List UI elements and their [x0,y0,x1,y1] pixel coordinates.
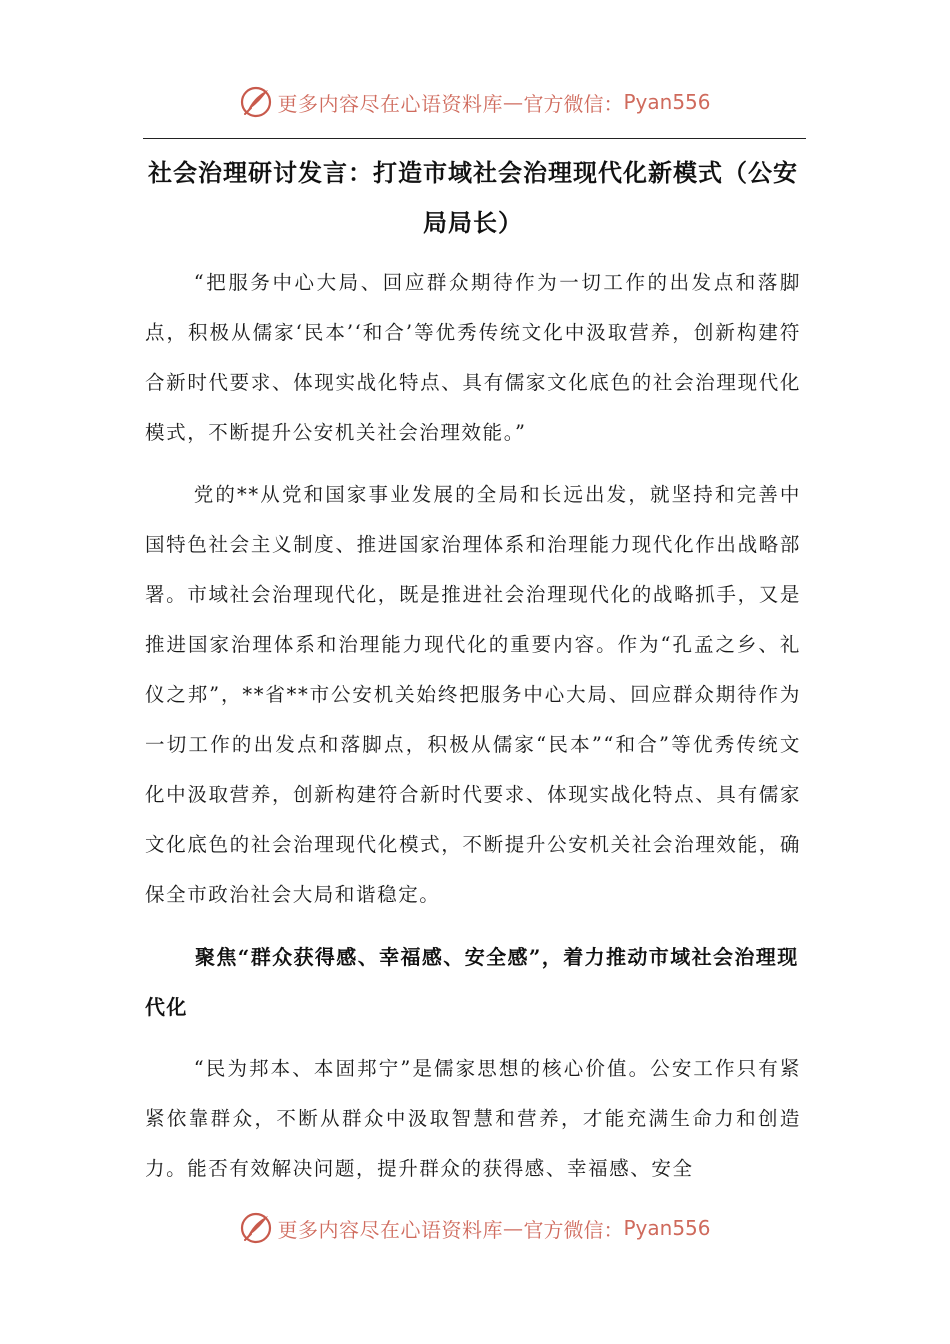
banner-wechat-label: 官方微信： [523,91,624,116]
banner-brand-text: 更多内容尽在心语资料库 [277,91,503,116]
footer-dash: — [502,1216,524,1240]
section-heading: 聚焦“群众获得感、幸福感、安全感”，着力推动市域社会治理现代化 [145,945,799,1019]
quill-logo-icon [239,85,273,119]
document-title: 社会治理研讨发言：打造市域社会治理现代化新模式（公安局局长） [148,158,798,237]
footer-wechat-id: Pyan556 [623,1216,711,1240]
paragraph-quote: “把服务中心大局、回应群众期待作为一切工作的出发点和落脚点，积极从儒家‘民本’‘和合’等优秀传统文化中汲取营养，创新构建符合新时代要求、体现实战化特点、具有儒家文化底色的社会治理现代化模式，不断提升公安机关社会治理效能。” [145,271,801,444]
header-divider [143,138,806,139]
footer-banner [0,1206,950,1250]
footer-brand-text: 更多内容尽在心语资料库 [277,1217,503,1242]
header-banner [0,80,950,124]
quill-logo-icon [239,1211,273,1245]
footer-wechat-label: 官方微信： [523,1217,624,1242]
paragraph-section: “民为邦本、本固邦宁”是儒家思想的核心价值。公安工作只有紧紧依靠群众，不断从群众中汲取智慧和营养，才能充满生命力和创造力。能否有效解决问题，提升群众的获得感、幸福感、安全 [145,1057,801,1180]
banner-wechat-id: Pyan556 [623,90,711,114]
document-body [145,148,801,1194]
paragraph-body: 党的**从党和国家事业发展的全局和长远出发，就坚持和完善中国特色社会主义制度、推进国家治理体系和治理能力现代化作出战略部署。市域社会治理现代化，既是推进社会治理现代化的战略抓手，又是推进国家治理体系和治理能力现代化的重要内容。作为“孔孟之乡、礼仪之邦”，**省**市公安机关始终把服务中心大局、回应群众期待作为一切工作的出发点和落脚点，积极从儒家“民本”“和合”等优秀传统文化中汲取营养，创新构建符合新时代要求、体现实战化特点、具有儒家文化底色的社会治理现代化模式，不断提升公安机关社会治理效能，确保全市政治社会大局和谐稳定。 [145,483,801,906]
banner-dash: — [502,90,524,114]
